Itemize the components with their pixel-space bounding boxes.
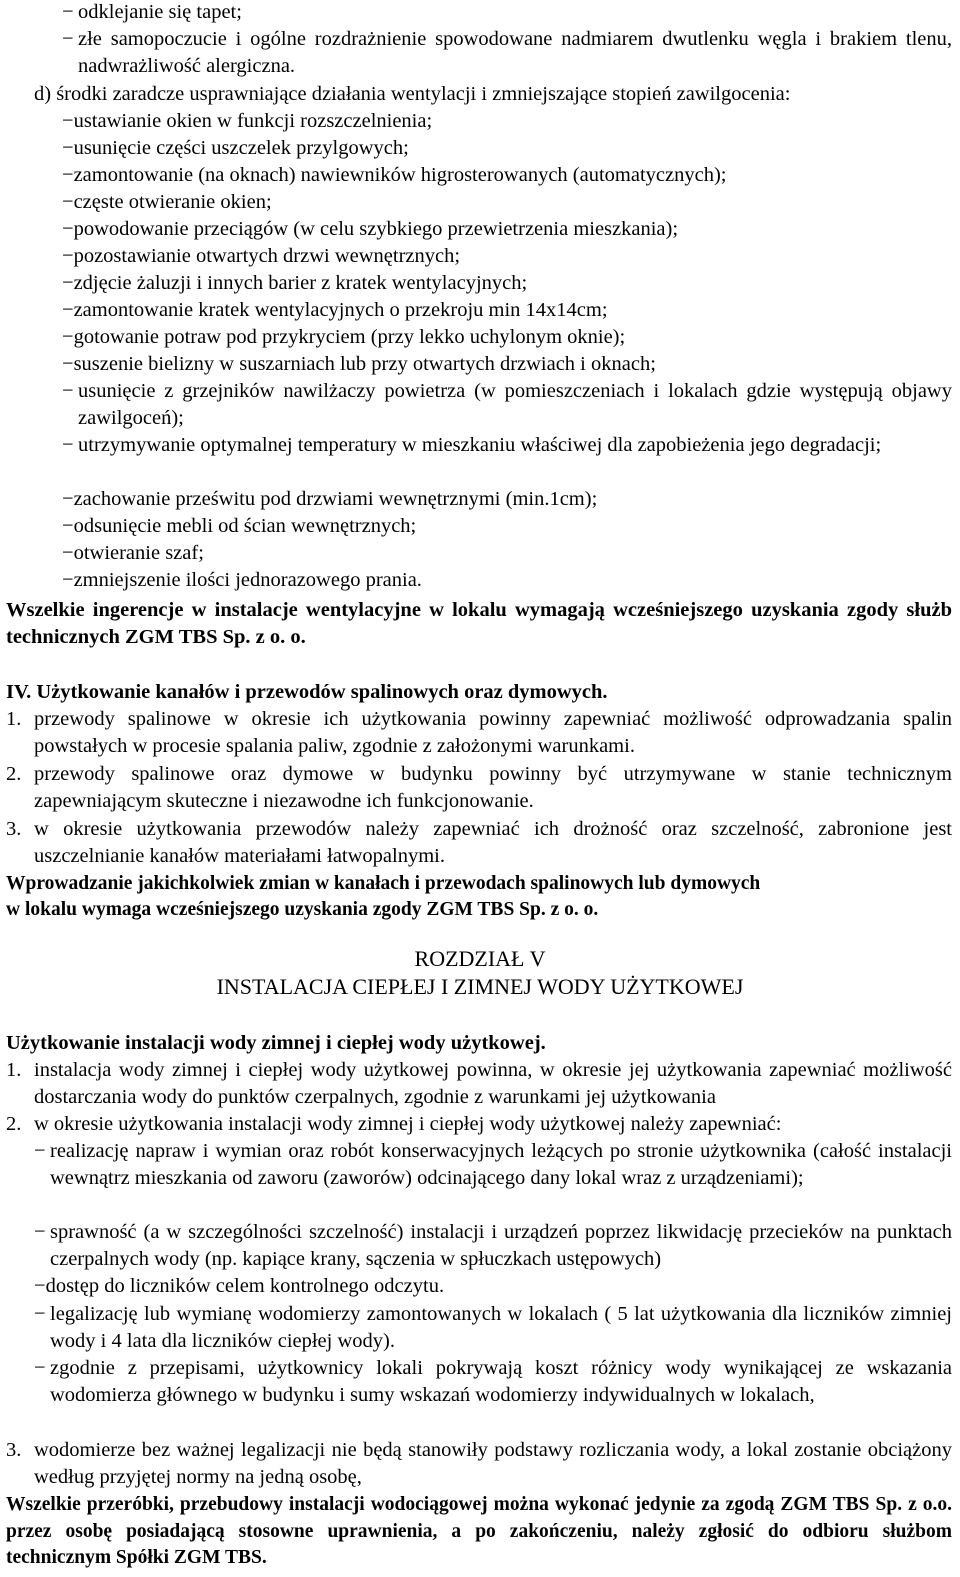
list-item: −otwieranie szaf; <box>62 542 204 564</box>
list-item: −zdjęcie żaluzji i innych barier z kratek wentylacyjnych; <box>62 272 528 294</box>
chapter-title: ROZDZIAŁ V <box>414 946 546 971</box>
ventilation-notice: Wszelkie ingerencje w instalacje wentylacyjne w lokalu wymagają wcześniejszego uzyskania zgody służb technicznych ZGM TBS Sp. z o. o. <box>6 599 952 649</box>
sub-list-item: − legalizację lub wymianę wodomierzy zamontowanych w lokalach ( 5 lat użytkowania dla liczników zimniej wody i 4 lata dla liczników ciepłej wody). <box>34 1303 952 1353</box>
sub-list-item: − zgodnie z przepisami, użytkownicy lokali pokrywają koszt różnicy wody wynikającej ze wskazania wodomierza głównego w budynku i sumy wskazań wodomierzy indywidualnych w lokalach, <box>34 1357 952 1407</box>
list-item: − złe samopoczucie i ogólne rozdrażnienie spowodowane nadmiarem dwutlenku węgla i brakiem tlenu, nadwrażliwość alergiczna. <box>62 28 952 78</box>
water-notice: Wszelkie przeróbki, przebudowy instalacji wodociągowej można wykonać jedynie za zgodą ZGM TBS Sp. z o.o. przez osobę posiadającą stosowne uprawnienia, a po zakończeniu, należy zgłosić do odbioru służbom technicznym Spółki ZGM TBS. <box>6 1494 952 1568</box>
flue-notice-line1: Wprowadzanie jakichkolwiek zmian w kanałach i przewodach spalinowych lub dymowych <box>6 873 761 894</box>
list-item: 2. przewody spalinowe oraz dymowe w budynku powinny być utrzymywane w stanie technicznym zapewniającym skuteczne i niezawodne ich funkcjonowanie. <box>6 763 952 813</box>
list-item: 1. instalacja wody zimnej i ciepłej wody użytkowej powinna, w okresie jej użytkowania zapewniać możliwość dostarczania wody do punktów czerpalnych, zgodnie z warunkami jej użytkowania <box>6 1059 952 1109</box>
list-item: −suszenie bielizny w suszarniach lub przy otwartych drzwiach i oknach; <box>62 353 656 375</box>
chapter-subtitle: INSTALACJA CIEPŁEJ I ZIMNEJ WODY UŻYTKOWEJ <box>216 974 744 999</box>
list-item: 1. przewody spalinowe w okresie ich użytkowania powinny zapewniać możliwość odprowadzania spalin powstałych w procesie spalania paliw, zgodnie z założonymi warunkami. <box>6 708 952 758</box>
sub-list-item: − realizację napraw i wymian oraz robót konserwacyjnych leżących po stronie użytkownika (całość instalacji wewnątrz mieszkania od zaworu (zaworów) odcinającego dany lokal wraz z urządzeniami); <box>34 1140 952 1190</box>
list-item: 3. wodomierze bez ważnej legalizacji nie będą stanowiły podstawy rozliczania wody, a lokal zostanie obciążony według przyjętej normy na jedną osobę, <box>6 1439 952 1489</box>
section-d-heading: d) środki zaradcze usprawniające działania wentylacji i zmniejszające stopień zawilgocenia: <box>34 83 791 105</box>
sub-list-item: − sprawność (a w szczególności szczelność) instalacji i urządzeń poprzez likwidację przecieków na punktach czerpalnych wody (np. kapiące krany, sączenia w spłuczkach ustępowych) <box>34 1221 952 1271</box>
sub-list-item: −dostęp do liczników celem kontrolnego odczytu. <box>34 1275 445 1297</box>
list-item: −zmniejszenie ilości jednorazowego prania. <box>62 569 422 591</box>
list-item: −gotowanie potraw pod przykryciem (przy lekko uchylonym oknie); <box>62 326 626 348</box>
list-item: −odsunięcie mebli od ścian wewnętrznych; <box>62 515 417 537</box>
water-section-heading: Użytkowanie instalacji wody zimnej i ciepłej wody użytkowej. <box>6 1032 546 1054</box>
section-iv-heading: IV. Użytkowanie kanałów i przewodów spalinowych oraz dymowych. <box>6 681 608 703</box>
list-item: −zamontowanie kratek wentylacyjnych o przekroju min 14x14cm; <box>62 299 608 321</box>
list-item: − utrzymywanie optymalnej temperatury w mieszkaniu właściwej dla zapobieżenia jego degradacji; <box>62 434 882 456</box>
list-item: −usunięcie części uszczelek przylgowych; <box>62 137 409 159</box>
list-item: −powodowanie przeciągów (w celu szybkiego przewietrzenia mieszkania); <box>62 218 679 240</box>
list-item: −pozostawianie otwartych drzwi wewnętrznych; <box>62 245 461 267</box>
list-item: −częste otwieranie okien; <box>62 191 272 213</box>
list-item: − usunięcie z grzejników nawilżaczy powietrza (w pomieszczeniach i lokalach gdzie występują objawy zawilgoceń); <box>62 380 952 430</box>
list-item: 3. w okresie użytkowania przewodów należy zapewniać ich drożność oraz szczelność, zabronione jest uszczelnianie kanałów materiałami łatwopalnymi. <box>6 818 952 868</box>
list-item: −ustawianie okien w funkcji rozszczelnienia; <box>62 110 433 132</box>
list-item: −zachowanie prześwitu pod drzwiami wewnętrznymi (min.1cm); <box>62 488 598 510</box>
list-item: −zamontowanie (na oknach) nawiewników higrosterowanych (automatycznych); <box>62 164 727 186</box>
list-item: 2. w okresie użytkowania instalacji wody zimnej i ciepłej wody użytkowej należy zapewniać: <box>6 1113 782 1135</box>
flue-notice-line2: w lokalu wymaga wcześniejszego uzyskania zgody ZGM TBS Sp. z o. o. <box>6 899 599 920</box>
